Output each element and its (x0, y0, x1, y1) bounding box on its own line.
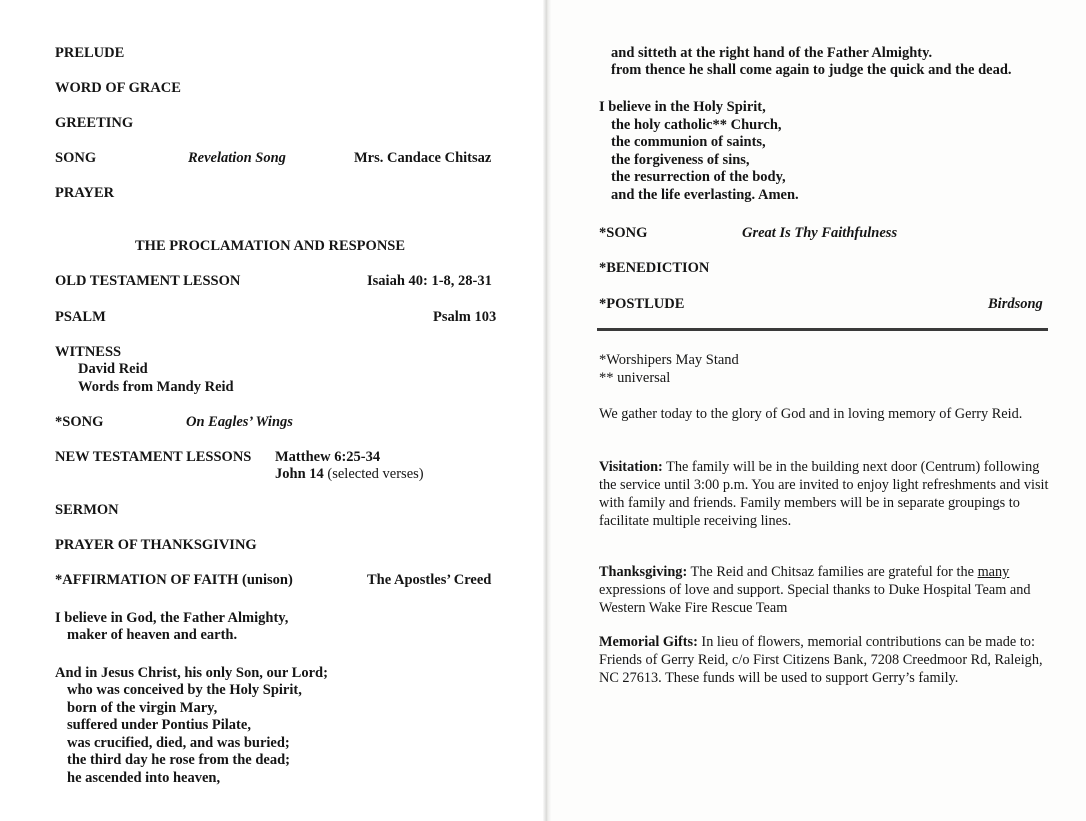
song-heading: *SONG (55, 414, 104, 430)
creed-line: born of the virgin Mary, (67, 700, 218, 716)
thanksgiving-text: expressions of love and support. Special thanks to Duke Hospital Team and Western Wake Fire Rescue Team (599, 582, 1031, 616)
reference-book: John 14 (275, 466, 324, 482)
creed-line: the communion of saints, (611, 134, 766, 150)
visitation-paragraph (599, 458, 1054, 530)
new-testament-heading: NEW TESTAMENT LESSONS (55, 449, 252, 465)
page-fold (543, 0, 551, 821)
song-title: On Eagles’ Wings (186, 414, 293, 430)
creed-line: the resurrection of the body, (611, 169, 786, 185)
creed-line: the holy catholic** Church, (611, 117, 782, 133)
thanksgiving-label: Thanksgiving: (599, 564, 688, 580)
song-title: Great Is Thy Faithfulness (742, 225, 898, 241)
psalm-reference: Psalm 103 (433, 309, 497, 325)
song-performer: Mrs. Candace Chitsaz (354, 150, 492, 166)
creed-line: and sitteth at the right hand of the Father Almighty. (611, 45, 933, 61)
creed-line: And in Jesus Christ, his only Son, our Lord; (55, 665, 328, 681)
affirmation-heading: *AFFIRMATION OF FAITH (unison) (55, 572, 293, 588)
creed-line: and the life everlasting. Amen. (611, 187, 799, 203)
visitation-label: Visitation: (599, 459, 663, 475)
thanksgiving-text: The Reid and Chitsaz families are grateful for the (687, 564, 978, 580)
old-testament-reference: Isaiah 40: 1-8, 28-31 (367, 273, 492, 289)
prelude-heading: PRELUDE (55, 45, 125, 61)
song-heading: SONG (55, 150, 97, 166)
footnote-stand: *Worshipers May Stand (599, 352, 739, 368)
greeting-heading: GREETING (55, 115, 134, 131)
song-heading: *SONG (599, 225, 648, 241)
section-divider (597, 328, 1048, 331)
creed-line: the third day he rose from the dead; (67, 752, 290, 768)
creed-line: maker of heaven and earth. (67, 627, 238, 643)
psalm-heading: PSALM (55, 309, 106, 325)
word-of-grace-heading: WORD OF GRACE (55, 80, 181, 96)
witness-line: David Reid (78, 361, 148, 377)
benediction-heading: *BENEDICTION (599, 260, 710, 276)
creed-line: he ascended into heaven, (67, 770, 221, 786)
creed-line: from thence he shall come again to judge the quick and the dead. (611, 62, 1012, 78)
new-testament-reference (275, 466, 424, 484)
memorial-dedication: We gather today to the glory of God and in loving memory of Gerry Reid. (599, 406, 1023, 422)
creed-line: I believe in God, the Father Almighty, (55, 610, 289, 626)
creed-line: I believe in the Holy Spirit, (599, 99, 766, 115)
reference-note: (selected verses) (323, 466, 424, 482)
section-title: THE PROCLAMATION AND RESPONSE (135, 238, 406, 254)
prayer-of-thanksgiving-heading: PRAYER OF THANKSGIVING (55, 537, 257, 553)
memorial-gifts-paragraph (599, 633, 1054, 687)
memorial-gifts-text: In lieu of flowers, memorial contributions can be made to: Friends of Gerry Reid, c/o First Citizens Bank, 7208 Creedmoor Rd, Raleigh, NC 27613. These funds will be used to support Gerry’s family. (599, 634, 1043, 686)
prayer-heading: PRAYER (55, 185, 115, 201)
song-title: Revelation Song (188, 150, 286, 166)
creed-line: was crucified, died, and was buried; (67, 735, 290, 751)
witness-heading: WITNESS (55, 344, 122, 360)
memorial-gifts-label: Memorial Gifts: (599, 634, 698, 650)
new-testament-reference: Matthew 6:25-34 (275, 449, 381, 465)
visitation-text: The family will be in the building next door (Centrum) following the service until 3:00 p.m. You are invited to enjoy light refreshments and visit with family and friends. Family members will be in separate groupings to facilitate multiple receiving lines. (599, 459, 1049, 529)
witness-line: Words from Mandy Reid (78, 379, 234, 395)
thanksgiving-underlined-word: many (977, 564, 1010, 580)
creed-line: the forgiveness of sins, (611, 152, 750, 168)
sermon-heading: SERMON (55, 502, 119, 518)
postlude-title: Birdsong (988, 296, 1043, 312)
old-testament-heading: OLD TESTAMENT LESSON (55, 273, 241, 289)
footnote-universal: ** universal (599, 370, 671, 386)
postlude-heading: *POSTLUDE (599, 296, 685, 312)
creed-title: The Apostles’ Creed (367, 572, 492, 588)
creed-line: who was conceived by the Holy Spirit, (67, 682, 302, 698)
thanksgiving-paragraph (599, 563, 1054, 617)
creed-line: suffered under Pontius Pilate, (67, 717, 251, 733)
